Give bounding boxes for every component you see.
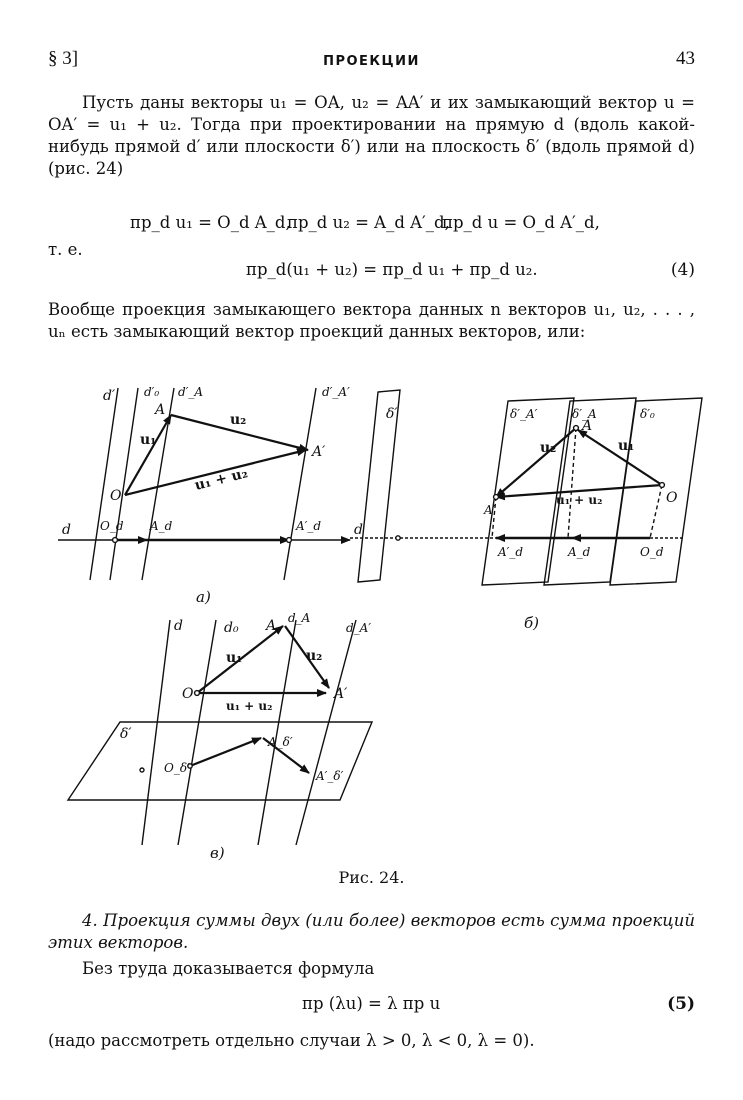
fig-c-point-Aprime: A′	[334, 686, 348, 702]
fig-b-point-Ad: A_d	[568, 545, 591, 559]
fig-c-point-O: O	[182, 686, 194, 702]
fig-c-line-d: d	[174, 618, 183, 634]
figure-a-labels	[62, 385, 350, 606]
formula-proj-u2: пр_d u₂ = A_d A′_d,	[287, 213, 450, 232]
figure-c-labels	[120, 611, 371, 862]
fig-b-point-Aprime-d: A′_d	[498, 545, 524, 559]
fig-b-point-Od: O_d	[640, 545, 664, 559]
formula-proj-u: пр_d u = O_d A′_d,	[442, 213, 600, 232]
fig-b-vector-sum: u₁ + u₂	[556, 493, 603, 507]
fig-a-line-dAprime: d′_A′	[322, 385, 350, 399]
figure-24	[0, 370, 743, 880]
fig-c-vector-u1: u₁	[226, 650, 243, 666]
fig-a-point-Od: O_d	[100, 519, 124, 533]
fig-a-point-Aprime: A′	[312, 444, 326, 460]
fig-c-vector-sum: u₁ + u₂	[226, 699, 273, 713]
fig-a-point-A: A	[155, 402, 166, 418]
fig-b-point-Aprime: A′	[484, 503, 496, 517]
paragraph-formula-intro: Без труда доказывается формула	[82, 959, 375, 978]
te-abbrev: т. е.	[48, 240, 83, 259]
fig-a-axis-d: d	[62, 522, 71, 538]
fig-a-line-d0: d′₀	[144, 385, 160, 399]
paragraph-intro: Пусть даны векторы u₁ = OA, u₂ = AA′ и их замыкающий вектор u = OA′ = u₁ + u₂. Тогда при проектировании на прямую d (вдоль какой-нибудь прямой d′ или плоскости δ′) или на плоскость δ′ (вдоль прямой d) (рис. 24)	[48, 93, 695, 178]
fig-a-point-Ad: A_d	[150, 519, 173, 533]
fig-c-point-Adelta: A_δ′	[268, 735, 293, 749]
fig-b-plane-deltaA: δ′_A	[572, 407, 597, 421]
fig-a-vector-u1: u₁	[140, 432, 157, 448]
figure-b-labels	[354, 406, 678, 632]
fig-a-label: а)	[196, 588, 211, 606]
fig-c-label: в)	[210, 844, 225, 862]
fig-a-point-Aprime-d: A′_d	[296, 519, 322, 533]
formula-sum-projection: пр_d(u₁ + u₂) = пр_d u₁ + пр_d u₂.	[246, 260, 538, 279]
fig-b-plane-deltaAprime: δ′_A′	[510, 407, 538, 421]
fig-b-vector-u1: u₁	[618, 438, 635, 454]
fig-b-label: б)	[524, 614, 540, 632]
fig-c-point-Odelta: O_δ′	[164, 761, 190, 775]
theorem-4: 4. Проекция суммы двух (или более) векторов есть сумма проекций этих векторов.	[48, 911, 695, 952]
fig-b-point-O: O	[666, 490, 678, 506]
fig-b-point-A: A	[582, 418, 593, 434]
figure-caption: Рис. 24.	[338, 868, 405, 887]
fig-c-plane-delta: δ′	[120, 726, 132, 742]
paragraph-general-statement: Вообще проекция замыкающего вектора данных n векторов u₁, u₂, . . . , uₙ есть замыкающий вектор проекций данных векторов, или:	[48, 300, 695, 341]
equation-number-5: (5)	[667, 994, 695, 1014]
fig-c-point-Aprime-delta: A′_δ′	[316, 769, 344, 783]
page-number: 43	[676, 48, 695, 69]
fig-a-line-dA: d′_A	[178, 385, 204, 399]
equation-number-4: (4)	[670, 260, 695, 280]
fig-c-line-dA: d_A	[288, 611, 311, 625]
fig-a-vector-u2: u₂	[230, 412, 247, 428]
header-title: ПРОЕКЦИИ	[323, 54, 420, 69]
figure-c	[68, 620, 372, 845]
fig-c-vector-u2: u₂	[306, 648, 323, 664]
fig-c-line-d0: d₀	[224, 620, 239, 636]
fig-b-plane-delta0: δ′₀	[640, 407, 655, 421]
section-ref: § 3]	[48, 48, 79, 69]
fig-b-vector-u2: u₂	[540, 440, 557, 456]
fig-a-vector-sum: u₁ + u₂	[193, 465, 250, 494]
fig-a-line-dprime: d′	[103, 388, 116, 404]
fig-a-point-O: O	[110, 488, 122, 504]
fig-c-point-A: A	[266, 618, 277, 634]
running-header	[48, 48, 695, 74]
fig-b-plane-delta: δ′	[386, 406, 398, 422]
formula-proj-u1: пр_d u₁ = O_d A_d,	[130, 213, 291, 232]
fig-b-axis-d: d	[354, 522, 363, 538]
paragraph-cases: (надо рассмотреть отдельно случаи λ > 0, λ < 0, λ = 0).	[48, 1031, 535, 1050]
formula-scalar-projection: пр (λu) = λ пр u	[302, 994, 441, 1013]
fig-c-line-dAprime: d_A′	[346, 621, 372, 635]
